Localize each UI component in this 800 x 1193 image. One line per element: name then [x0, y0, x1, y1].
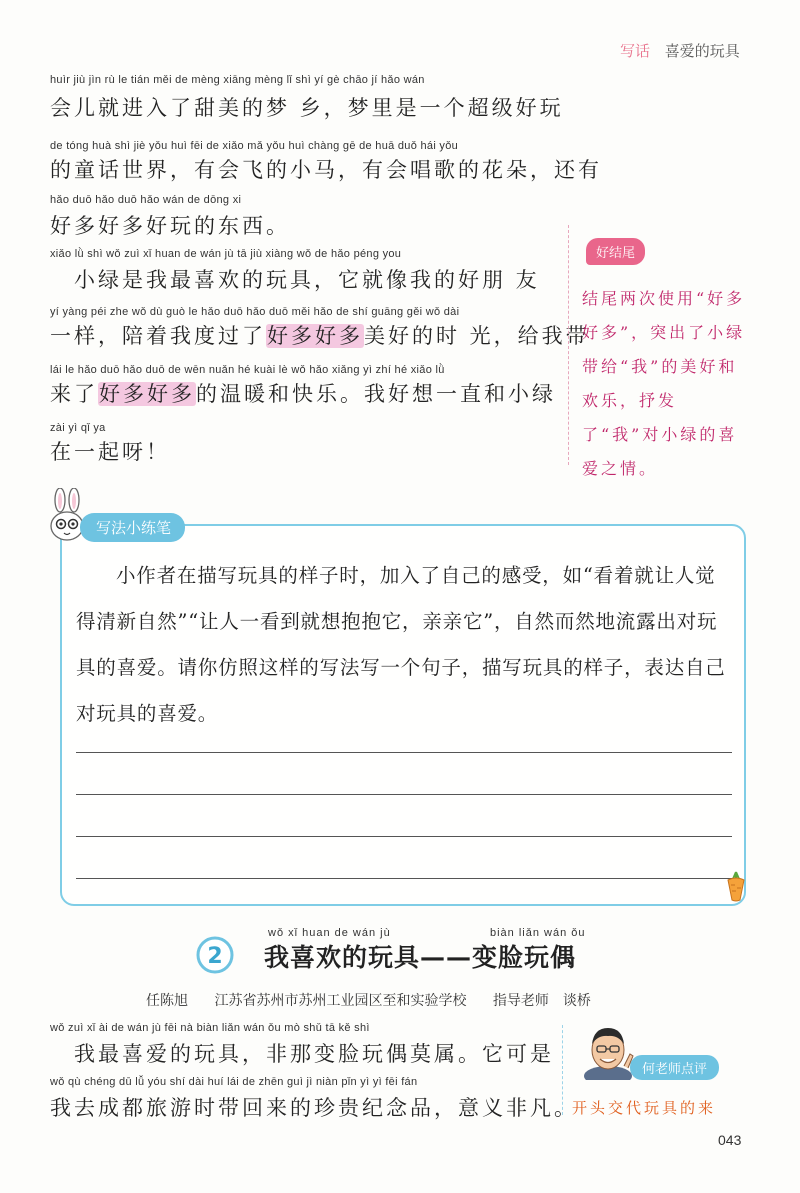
teacher-comment: 开头交代玩具的来: [572, 1099, 717, 1117]
school-name: 江苏省苏州市苏州工业园区至和实验学校: [214, 993, 467, 1009]
teacher-avatar: [580, 1022, 636, 1080]
text-line: 我最喜爱的玩具，非那变脸玩偶莫属。它可是: [50, 1042, 554, 1066]
pinyin-line: hǎo duō hǎo duō hǎo wán de dōng xi: [50, 194, 242, 206]
title-pinyin: biàn liǎn wán ǒu: [490, 927, 586, 939]
writing-line[interactable]: [76, 878, 732, 879]
text-line: [50, 378, 556, 408]
writing-line[interactable]: [76, 836, 732, 837]
side-note-text: 结尾两次使用“好多好多”，突出了小绿带给“我”的美好和欢乐，抒发了“我”对小绿的喜爱之情。: [582, 289, 746, 478]
header-title: 喜爱的玩具: [664, 42, 740, 60]
teacher-divider: [562, 1025, 563, 1115]
header-category: 写话: [620, 42, 651, 60]
section-number: 2: [207, 944, 223, 969]
text-segment: 美好的时 光，给我带: [364, 324, 590, 348]
pinyin-line: yí yàng péi zhe wǒ dù guò le hǎo duō hǎo duō měi hǎo de shí guāng gěi wǒ dài: [50, 306, 460, 318]
text-line: 好多好多好玩的东西。: [50, 214, 290, 238]
pinyin-line: huìr jiù jìn rù le tián měi de mèng xiāng mèng lǐ shì yí gè chāo jí hǎo wán: [50, 74, 425, 86]
page-number: 043: [718, 1132, 742, 1148]
section-title: 我喜欢的玩具——变脸玩偶: [264, 943, 577, 972]
writing-line[interactable]: [76, 752, 732, 753]
page-header: [620, 40, 740, 61]
pinyin-line: de tóng huà shì jiè yǒu huì fēi de xiǎo mǎ yǒu huì chàng gē de huā duǒ hái yǒu: [50, 140, 459, 152]
text-line: 会儿就进入了甜美的梦 乡，梦里是一个超级好玩: [50, 96, 564, 120]
author-name: 任陈旭: [146, 993, 188, 1009]
pinyin-line: wǒ qù chéng dū lǚ yóu shí dài huí lái de zhēn guì jì niàn pǐn yì yì fēi fán: [50, 1076, 418, 1088]
teacher-badge: 何老师点评: [630, 1055, 719, 1080]
title-pinyin: wǒ xǐ huan de wán jù: [268, 927, 391, 939]
text-line: [50, 320, 590, 350]
carrot-icon: [724, 870, 748, 902]
text-segment: 的温暖和快乐。我好想一直和小绿: [196, 382, 556, 406]
section-number-badge: [196, 936, 234, 974]
text-line: 小绿是我最喜欢的玩具，它就像我的好朋 友: [50, 268, 540, 292]
highlighted-phrase: 好多好多: [267, 324, 363, 348]
text-segment: 一样，陪着我度过了: [50, 324, 266, 348]
highlighted-phrase: 好多好多: [99, 382, 195, 406]
text-segment: 来了: [50, 382, 98, 406]
text-line: 在一起呀！: [50, 440, 170, 464]
pinyin-line: lái le hǎo duō hǎo duō de wēn nuǎn hé kuài lè wǒ hǎo xiǎng yì zhí hé xiǎo lǜ: [50, 364, 445, 376]
text-line: 的童话世界，有会飞的小马，有会唱歌的花朵，还有: [50, 158, 602, 182]
side-note-badge: 好结尾: [586, 238, 645, 265]
writing-line[interactable]: [76, 794, 732, 795]
text-line: 我去成都旅游时带回来的珍贵纪念品，意义非凡。: [50, 1096, 578, 1120]
pinyin-line: wǒ zuì xǐ ài de wán jù fēi nà biàn liǎn wán ǒu mò shǔ tā kě shì: [50, 1022, 370, 1034]
side-divider: [568, 225, 569, 465]
pinyin-line: xiǎo lǜ shì wǒ zuì xǐ huan de wán jù tā jiù xiàng wǒ de hǎo péng you: [50, 248, 402, 260]
pinyin-line: zài yì qǐ ya: [50, 422, 106, 434]
advisor: 指导老师 谈桥: [492, 993, 591, 1009]
byline: [146, 990, 613, 1010]
practice-text: 小作者在描写玩具的样子时，加入了自己的感受，如“看着就让人觉得清新自然”“让人一看到就想抱抱它，亲亲它”，自然而然地流露出对玩具的喜爱。请你仿照这样的写法写一个句子，描写玩具的样子，表达自己对玩具的喜爱。: [76, 564, 726, 725]
practice-tab: 写法小练笔: [80, 513, 185, 542]
